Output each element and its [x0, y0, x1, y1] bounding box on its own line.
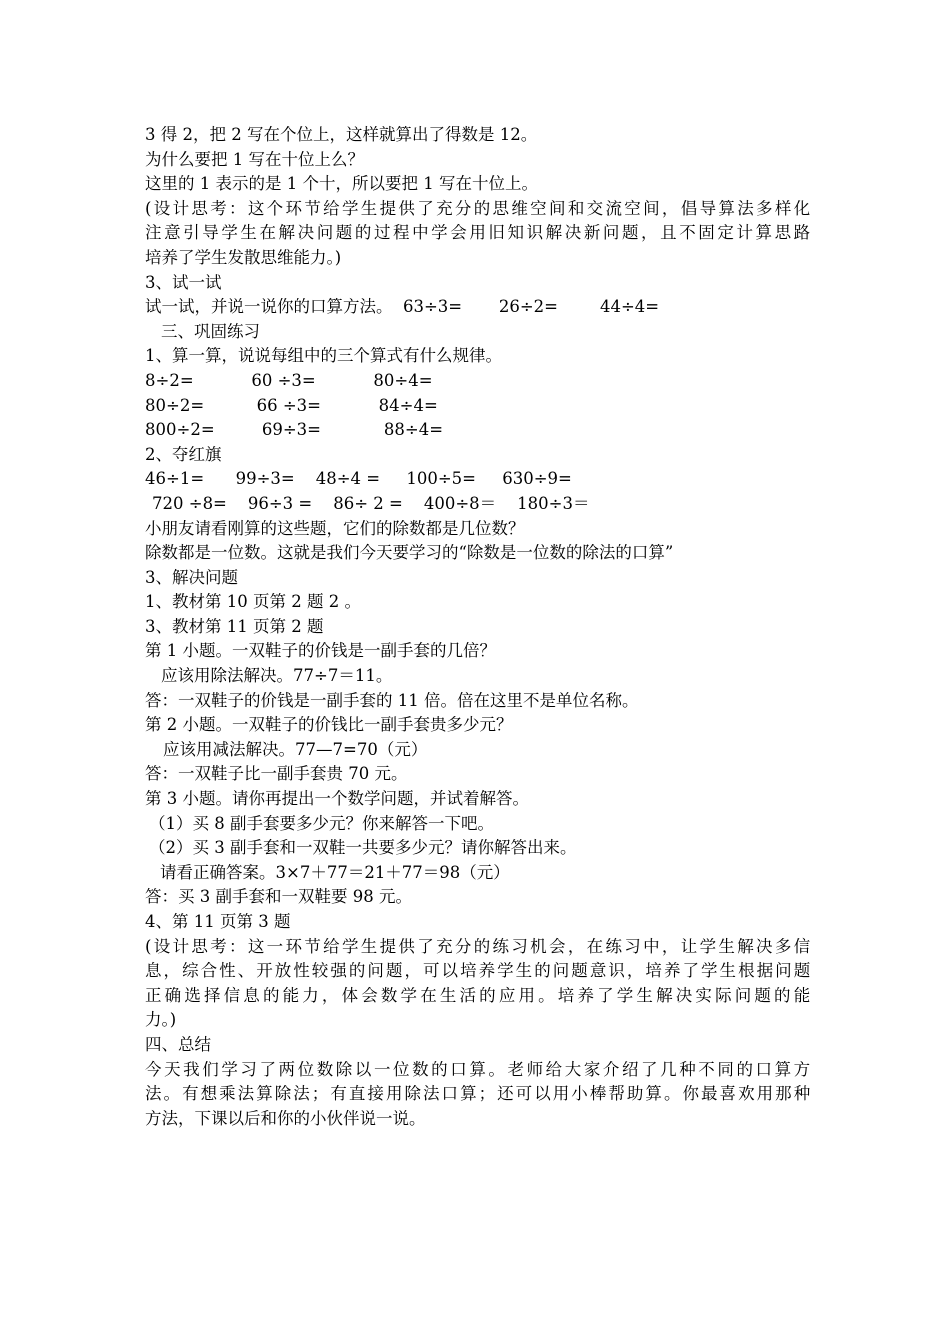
equation-row: 8÷2= 60 ÷3= 80÷4=: [145, 370, 433, 390]
equation-row: 800÷2= 69÷3= 88÷4=: [145, 420, 444, 440]
equation-row: 46÷1= 99÷3= 48÷4 = 100÷5= 630÷9=: [145, 469, 572, 489]
summary-line: 今天我们学习了两位数除以一位数的口算。老师给大家介绍了几种不同的口算方: [145, 1059, 810, 1079]
answer-line: 答：买 3 副手套和一双鞋要 98 元。: [145, 887, 412, 907]
section-heading: 四、总结: [145, 1034, 211, 1054]
answer-line: 应该用除法解决。77÷7＝11。: [161, 666, 393, 686]
design-note-line: 培养了学生发散思维能力。): [145, 247, 342, 267]
answer-line: 应该用减法解决。77—7=70（元）: [163, 739, 428, 759]
text-line: 1、教材第 10 页第 2 题 2 。: [145, 592, 361, 612]
exercise-line: 试一试，并说一说你的口算方法。 63÷3= 26÷2= 44÷4=: [145, 297, 660, 317]
answer-line: 答：一双鞋子比一副手套贵 70 元。: [145, 764, 408, 784]
design-note-line: 正确选择信息的能力，体会数学在生活的应用。培养了学生解决实际问题的能: [145, 985, 810, 1005]
text-line: 为什么要把 1 写在十位上么？: [145, 149, 364, 169]
text-line: 这里的 1 表示的是 1 个十，所以要把 1 写在十位上。: [145, 174, 538, 194]
answer-line: 答：一双鞋子的价钱是一副手套的 11 倍。倍在这里不是单位名称。: [145, 690, 639, 710]
question-line: （2）买 3 副手套和一双鞋一共要多少元？请你解答出来。: [149, 838, 577, 858]
question-line: （1）买 8 副手套要多少元？你来解答一下吧。: [149, 813, 494, 833]
question-line: 第 3 小题。请你再提出一个数学问题，并试着解答。: [145, 789, 529, 809]
design-note-line: 注意引导学生在解决问题的过程中学会用旧知识解决新问题，且不固定计算思路: [145, 223, 810, 243]
exercise-heading: 2、夺红旗: [145, 444, 222, 464]
text-line: 除数都是一位数。这就是我们今天要学习的“除数是一位数的除法的口算”: [145, 543, 674, 563]
design-note-line: (设计思考：这一环节给学生提供了充分的练习机会，在练习中，让学生解决多信: [145, 936, 810, 956]
design-note-line: 力。): [145, 1010, 177, 1030]
design-note-line: 息，综合性、开放性较强的问题，可以培养学生的问题意识，培养了学生根据问题: [145, 961, 810, 981]
exercise-heading: 1、算一算，说说每组中的三个算式有什么规律。: [145, 346, 502, 366]
section-heading: 3、解决问题: [145, 567, 238, 587]
summary-line: 方法，下课以后和你的小伙伴说一说。: [145, 1108, 426, 1128]
summary-line: 法。有想乘法算除法；有直接用除法口算；还可以用小棒帮助算。你最喜欢用那种: [145, 1084, 810, 1104]
section-heading: 4、第 11 页第 3 题: [145, 912, 291, 931]
question-line: 第 2 小题。一双鞋子的价钱比一副手套贵多少元？: [145, 715, 513, 735]
equation-row: 80÷2= 66 ÷3= 84÷4=: [145, 395, 438, 415]
text-line: 小朋友请看刚算的这些题，它们的除数都是几位数？: [145, 518, 525, 538]
section-heading: 三、巩固练习: [161, 321, 260, 341]
equation-row: 720 ÷8= 96÷3 = 86÷ 2 = 400÷8＝ 180÷3＝: [152, 493, 590, 513]
text-line: 3 得 2，把 2 写在个位上，这样就算出了得数是 12。: [145, 125, 538, 144]
answer-line: 请看正确答案。3×7＋77＝21＋77＝98（元）: [160, 862, 510, 882]
section-heading: 3、试一试: [145, 272, 222, 292]
document-body: [145, 123, 810, 1131]
text-line: 3、教材第 11 页第 2 题: [145, 616, 324, 636]
question-line: 第 1 小题。一双鞋子的价钱是一副手套的几倍？: [145, 641, 496, 661]
design-note-line: (设计思考：这个环节给学生提供了充分的思维空间和交流空间，倡导算法多样化: [145, 198, 810, 218]
